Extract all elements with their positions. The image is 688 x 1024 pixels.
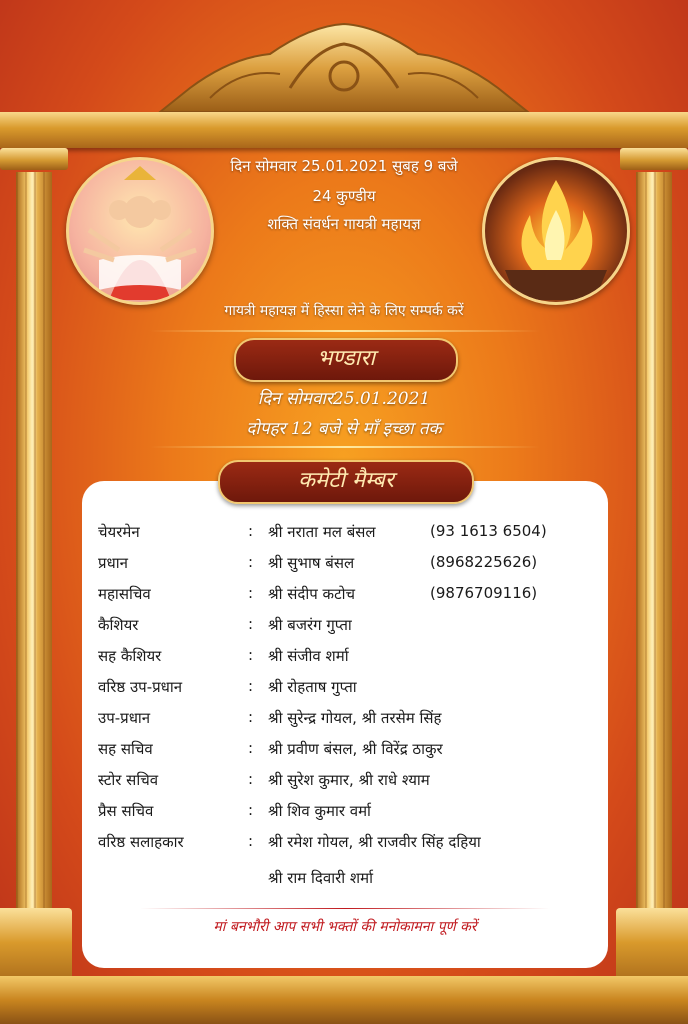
committee-row xyxy=(98,832,598,862)
separator-colon: : xyxy=(248,584,254,602)
frame-crown-ornament xyxy=(150,18,538,114)
member-phone: (8968225626) xyxy=(430,553,538,571)
separator-colon: : xyxy=(248,553,254,571)
separator-colon: : xyxy=(248,739,254,757)
member-name: श्री सुरेश कुमार, श्री राधे श्याम xyxy=(268,771,430,789)
member-name: श्री सुरेन्द्र गोयल, श्री तरसेम सिंह xyxy=(268,709,442,727)
member-role: उप-प्रधान xyxy=(98,709,151,727)
member-name: श्री संदीप कटोच xyxy=(268,585,356,603)
member-role: वरिष्ठ उप-प्रधान xyxy=(98,678,183,696)
committee-row xyxy=(98,646,598,676)
member-name: श्री रोहताष गुप्ता xyxy=(268,678,357,696)
committee-row xyxy=(98,770,598,800)
divider xyxy=(150,330,540,332)
footer-divider xyxy=(140,908,550,909)
committee-row xyxy=(98,522,598,552)
divider xyxy=(150,446,540,448)
committee-row xyxy=(98,615,598,645)
right-pillar xyxy=(626,148,682,988)
member-role: सह सचिव xyxy=(98,740,153,758)
committee-banner: कमेटी मैम्बर xyxy=(218,460,474,504)
left-pillar xyxy=(6,148,62,988)
committee-extra-name: श्री राम दिवारी शर्मा xyxy=(268,869,373,887)
committee-row xyxy=(98,739,598,769)
member-name: श्री प्रवीण बंसल, श्री विरेंद्र ठाकुर xyxy=(268,740,443,758)
committee-row xyxy=(98,801,598,831)
member-name: श्री बजरंग गुप्ता xyxy=(268,616,352,634)
member-name: श्री रमेश गोयल, श्री राजवीर सिंह दहिया xyxy=(268,833,481,851)
event-title: शक्ति संवर्धन गायत्री महायज्ञ xyxy=(267,215,421,233)
committee-row xyxy=(98,677,598,707)
footer-blessing: मां बनभौरी आप सभी भक्तों की मनोकामना पूर्ण करें xyxy=(213,919,477,935)
separator-colon: : xyxy=(248,522,254,540)
separator-colon: : xyxy=(248,832,254,850)
event-date-time: दिन सोमवार 25.01.2021 सुबह 9 बजे xyxy=(230,157,458,175)
separator-colon: : xyxy=(248,677,254,695)
event-kund-count: 24 कुण्डीय xyxy=(312,187,376,205)
member-name: श्री सुभाष बंसल xyxy=(268,554,355,572)
member-role: कैशियर xyxy=(98,616,139,634)
committee-row xyxy=(98,708,598,738)
separator-colon: : xyxy=(248,646,254,664)
frame-floor xyxy=(0,976,688,1024)
member-phone: (9876709116) xyxy=(430,584,538,602)
separator-colon: : xyxy=(248,615,254,633)
member-phone: (93 1613 6504) xyxy=(430,522,547,540)
committee-row xyxy=(98,584,598,614)
separator-colon: : xyxy=(248,770,254,788)
member-role: प्रधान xyxy=(98,554,128,572)
committee-row xyxy=(98,553,598,583)
frame-top-beam xyxy=(0,112,688,148)
member-role: वरिष्ठ सलाहकार xyxy=(98,833,184,851)
member-name: श्री नराता मल बंसल xyxy=(268,523,376,541)
separator-colon: : xyxy=(248,801,254,819)
member-role: प्रैस सचिव xyxy=(98,802,154,820)
member-role: महासचिव xyxy=(98,585,151,603)
bhandara-date: दिन सोमवार25.01.2021 xyxy=(257,389,431,409)
bhandara-time: दोपहर 12 बजे से माँ इच्छा तक xyxy=(246,419,442,439)
member-name: श्री शिव कुमार वर्मा xyxy=(268,802,371,820)
member-role: स्टोर सचिव xyxy=(98,771,159,789)
member-name: श्री संजीव शर्मा xyxy=(268,647,349,665)
bhandara-banner: भण्डारा xyxy=(234,338,458,382)
member-role: सह कैशियर xyxy=(98,647,162,665)
contact-line: गायत्री महायज्ञ में हिस्सा लेने के लिए सम्पर्क करें xyxy=(224,303,464,319)
separator-colon: : xyxy=(248,708,254,726)
member-role: चेयरमेन xyxy=(98,523,140,541)
